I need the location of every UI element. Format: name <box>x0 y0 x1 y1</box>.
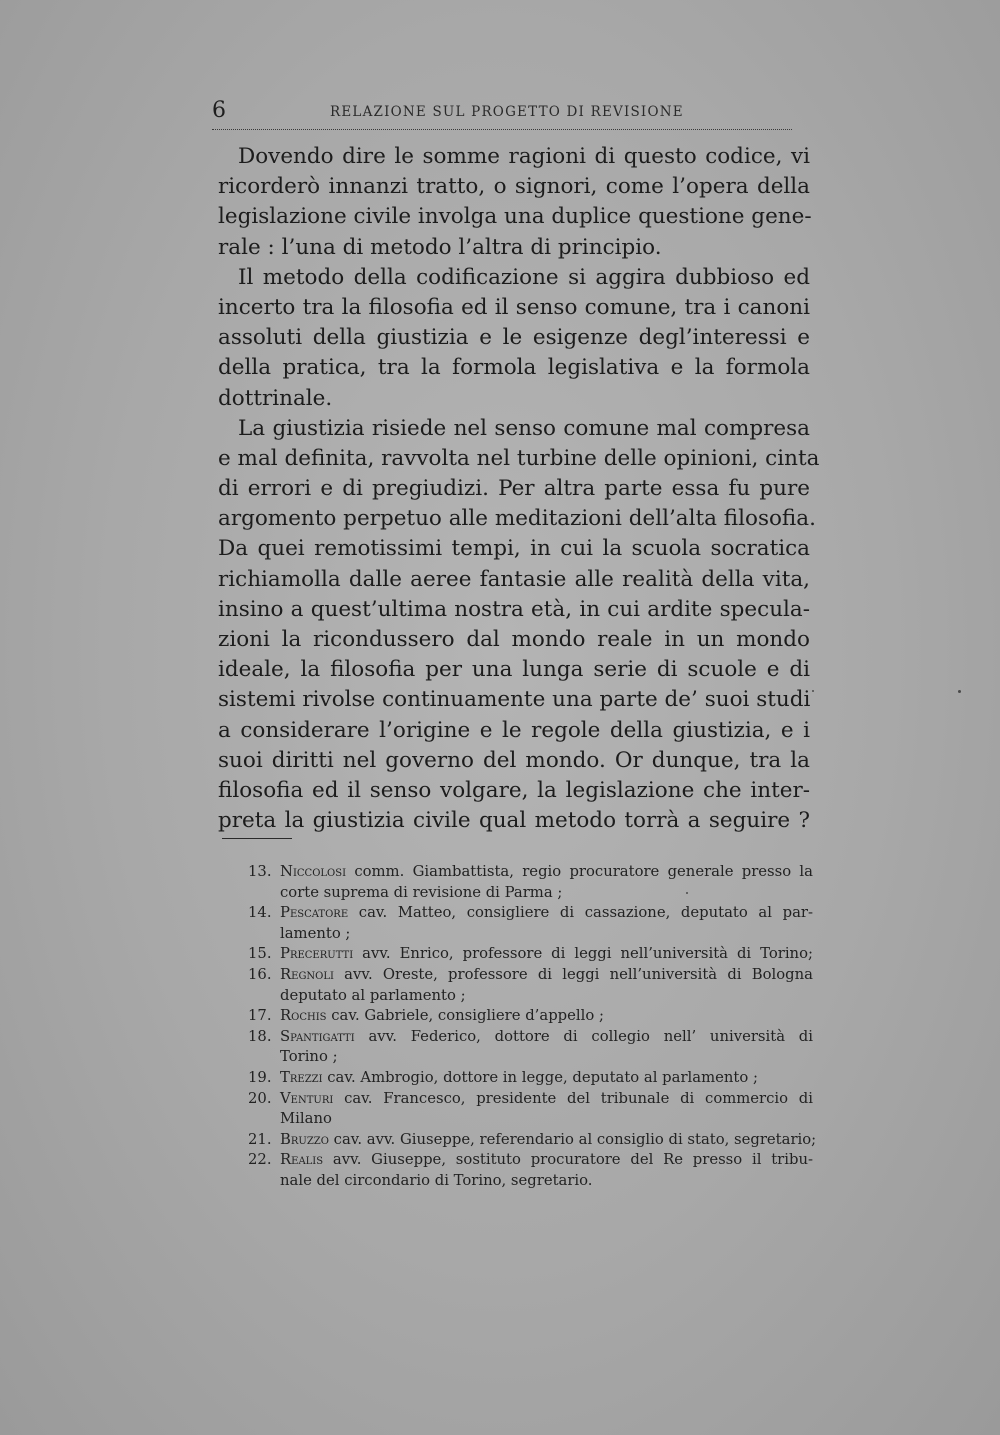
footnote-text: avv. Enrico, professore di leggi nell’università di Torino; <box>362 945 813 963</box>
text-line: rale : l’una di metodo l’altra di principio. <box>218 234 662 260</box>
footnote-text: avv. Oreste, professore di leggi nell’università di Bologna <box>344 965 813 983</box>
paper-speck <box>686 892 688 894</box>
text-line: insino a quest’ultima nostra età, in cui ardite specula- <box>218 596 810 622</box>
text-line: Da quei remotissimi tempi, in cui la scuola socratica <box>218 536 810 562</box>
footnote-name: Spantigatti <box>280 1027 355 1045</box>
footnote-number: 18. <box>248 1027 272 1045</box>
text-line: ricorderò innanzi tratto, o signori, come l’opera della <box>218 174 810 200</box>
text-line: zioni la ricondussero dal mondo reale in un mondo <box>218 627 810 652</box>
footnote-line <box>248 944 813 965</box>
footnote-text: cav. avv. Giuseppe, referendario al consiglio di stato, segretario; <box>333 1130 817 1148</box>
footnote-line: nale del circondario di Torino, segretario. <box>280 1171 593 1189</box>
text-line: dottrinale. <box>218 385 333 411</box>
footnote-name: Bruzzo <box>280 1130 329 1148</box>
footnote-name: Pescatore <box>280 904 349 922</box>
footnote-text: avv. Giuseppe, sostituto procuratore del Re presso il tribu- <box>332 1151 813 1169</box>
text-line: Il metodo della codificazione si aggira dubbioso ed <box>238 264 810 290</box>
text-line: argomento perpetuo alle meditazioni dell’alta filosofia. <box>218 506 816 532</box>
footnote-text: cav. Matteo, consigliere di cassazione, deputato al par- <box>358 904 813 922</box>
footnote-line: deputato al parlamento ; <box>280 986 466 1004</box>
footnote-line <box>248 903 813 924</box>
text-line: sistemi rivolse continuamente una parte de’ suoi studi <box>218 687 811 713</box>
text-line: assoluti della giustizia e le esigenze degl’interessi e <box>218 325 810 351</box>
footnote-number: 20. <box>248 1089 272 1107</box>
footnote-text: avv. Federico, dottore di collegio nell’ università di <box>368 1027 813 1045</box>
header-rule <box>212 129 792 130</box>
text-line: Dovendo dire le somme ragioni di questo codice, vi <box>238 144 810 169</box>
footnote-line <box>248 1027 813 1048</box>
footnote-name: Trezzi <box>280 1068 323 1086</box>
footnote-text: cav. Gabriele, consigliere d’appello ; <box>331 1007 604 1025</box>
footnote-number: 13. <box>248 863 272 880</box>
footnote-number: 22. <box>248 1151 272 1169</box>
footnote-number: 17. <box>248 1007 272 1025</box>
footnote-line <box>248 1130 817 1151</box>
text-line: preta la giustizia civile qual metodo torrà a seguire ? <box>218 808 810 834</box>
footnote-number: 14. <box>248 904 272 922</box>
text-line: e mal definita, ravvolta nel turbine delle opinioni, cinta <box>218 445 820 471</box>
footnote-name: Regnoli <box>280 965 334 983</box>
text-line: La giustizia risiede nel senso comune mal compresa <box>238 415 810 441</box>
text-line: incerto tra la filosofia ed il senso comune, tra i canoni <box>218 294 810 320</box>
footnote-line: corte suprema di revisione di Parma ; <box>280 883 563 901</box>
text-line: a considerare l’origine e le regole della giustizia, e i <box>218 717 810 743</box>
footnote-line <box>248 965 813 986</box>
footnote-name: Realis <box>280 1151 324 1169</box>
footnote-line <box>248 1089 813 1110</box>
paper-speck <box>812 690 814 692</box>
page-number: 6 <box>212 98 226 123</box>
footnote-name: Rochis <box>280 1007 327 1025</box>
footnote-rule <box>222 838 292 839</box>
text-line: legislazione civile involga una duplice questione gene- <box>218 204 812 230</box>
footnote-number: 19. <box>248 1068 272 1086</box>
footnote-line: lamento ; <box>280 924 351 942</box>
text-line: richiamolla dalle aeree fantasie alle realità della vita, <box>218 566 810 592</box>
footnote-text: cav. Francesco, presidente del tribunale di commercio di <box>344 1089 813 1107</box>
text-line: di errori e di pregiudizi. Per altra parte essa fu pure <box>218 476 810 502</box>
footnote-line <box>248 1068 813 1089</box>
footnote-number: 21. <box>248 1130 272 1148</box>
text-line: filosofia ed il senso volgare, la legislazione che inter- <box>218 777 810 803</box>
footnote-number: 16. <box>248 965 272 983</box>
footnote-name: Precerutti <box>280 945 354 963</box>
footnote-line: Torino ; <box>280 1048 338 1066</box>
footnote-line <box>248 862 813 883</box>
running-title: RELAZIONE SUL PROGETTO DI REVISIONE <box>330 104 684 120</box>
footnote-text: comm. Giambattista, regio procuratore generale presso la <box>354 863 813 880</box>
text-line: della pratica, tra la formola legislativa e la formola <box>218 355 810 381</box>
footnote-line <box>248 1150 813 1171</box>
footnote-line <box>248 1006 813 1027</box>
footnote-name: Venturi <box>280 1089 334 1107</box>
footnote-text: cav. Ambrogio, dottore in legge, deputato al parlamento ; <box>327 1068 758 1086</box>
footnote-number: 15. <box>248 945 272 963</box>
body-text <box>218 142 820 836</box>
page-header <box>212 98 790 128</box>
footnote-name: Niccolosi <box>280 863 347 880</box>
text-line: suoi diritti nel governo del mondo. Or dunque, tra la <box>218 747 810 773</box>
text-line: ideale, la filosofia per una lunga serie di scuole e di <box>218 657 810 683</box>
paper-speck <box>958 690 961 693</box>
footnotes <box>248 862 817 1192</box>
footnote-line: Milano <box>280 1110 332 1128</box>
